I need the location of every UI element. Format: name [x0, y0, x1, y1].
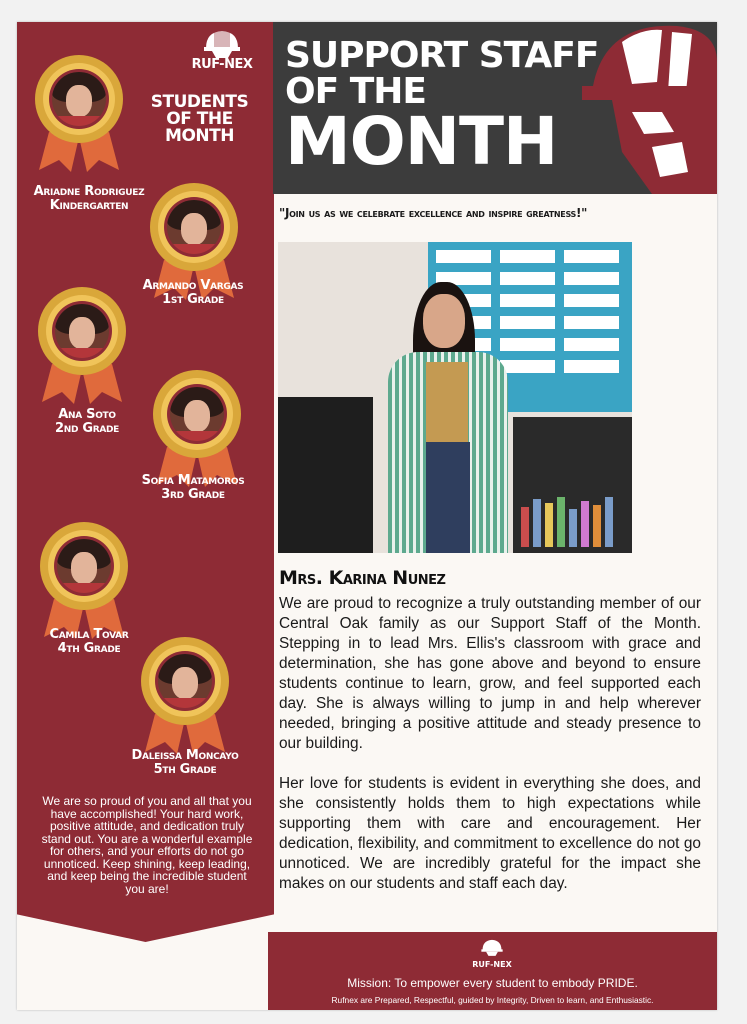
bio-paragraph: We are proud to recognize a truly outstanding member of our Central Oak family as our Support Staff of the Month. Stepping in to lead Mrs. Ellis's classroom with grace and determination, she has gone above and beyond to ensure students continue to learn, grow, and feel supported each day. She is always willing to jump in and help wherever needed, bringing a positive attitude and steady presence to our building. [279, 595, 701, 752]
staff-bio [279, 594, 701, 914]
rufnex-mascot-icon [582, 22, 717, 194]
student-praise-text: We are so proud of you and all that you have accomplished! Your hard work, positive attitude, and dedication truly stand out. You are a wonderful example for others, and your efforts do not go unnoticed. Keep shining, keep leading, and keep being the incredible student you are! [41, 794, 253, 896]
helmet-icon [479, 938, 505, 956]
rufnex-logo [182, 28, 262, 71]
staff-name: Mrs. Karina Nunez [279, 567, 446, 589]
student-card [32, 284, 132, 384]
mission-footer [268, 932, 717, 1010]
student-card [147, 367, 247, 467]
pride-tagline: Rufnex are Prepared, Respectful, guided by Integrity, Driven to learn, and Enthusiastic. [331, 995, 654, 1005]
staff-header-title: SUPPORT STAFF OF THE MONTH [285, 35, 599, 180]
bio-paragraph: Her love for students is evident in everything she does, and she consistently holds them to high expectations while supporting them with care and encouragement. Her dedication, flexibility, and commitment to excellence do not go unnoticed. We are incredibly grateful for the impact she makes on our students and staff each day. [279, 775, 701, 892]
logo-text: RUF-NEX [191, 57, 253, 72]
mission-statement: Mission: To empower every student to embody PRIDE. [347, 976, 638, 990]
student-name-label: Camila Tovar 4th Grade [49, 627, 129, 656]
student-name-label: Sofia Matamoros 3rd Grade [141, 473, 245, 502]
students-of-month-title: STUDENTS OF THE MONTH [150, 92, 249, 146]
student-card [135, 634, 235, 734]
student-name-label: Ariadne Rodriguez Kindergarten [33, 184, 145, 213]
student-name-label: Daleissa Moncayo 5th Grade [131, 748, 239, 777]
staff-photo [278, 242, 632, 553]
footer-logo: RUF-NEX [468, 938, 516, 969]
student-name-label: Armando Vargas 1st Grade [142, 278, 244, 307]
celebration-quote: "Join us as we celebrate excellence and inspire greatness!" [279, 206, 588, 220]
flyer-page [17, 22, 717, 1010]
staff-header [273, 22, 717, 194]
student-card [29, 52, 129, 152]
helmet-icon [200, 28, 244, 58]
student-card [144, 180, 244, 280]
student-card [34, 519, 134, 619]
student-name-label: Ana Soto 2nd Grade [54, 407, 120, 436]
